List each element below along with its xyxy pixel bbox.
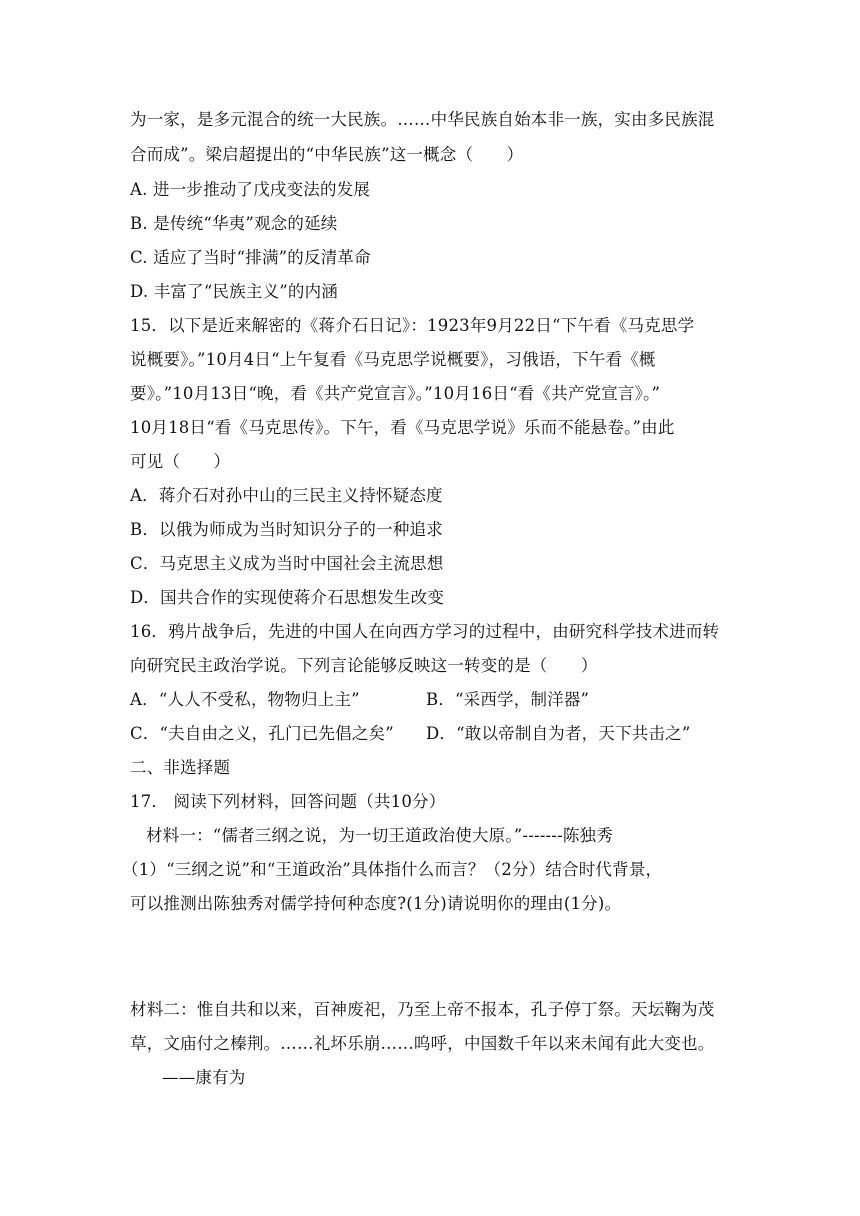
q15-stem-line-4: 10月18日“看《马克思传》。下午，看《马克思学说》乐而不能悬卷。”由此: [130, 418, 675, 437]
q16-options-row-1: [130, 690, 740, 710]
q16-option-a: A．“人人不受私，物物归上主”: [130, 690, 360, 709]
q17-material-1: 材料一：“儒者三纲之说，为一切王道政治使大原。”-------陈独秀: [146, 826, 613, 845]
q15-stem-line-3: 要》。”10月13日“晚，看《共产党宣言》。”10月16日“看《共产党宣言》。”: [130, 384, 661, 403]
q14-option-d: D. 丰富了“民族主义”的内涵: [130, 282, 339, 301]
q17-material-2-source: ——康有为: [162, 1068, 246, 1087]
q14-stem-line-1: 为一家，是多元混合的统一大民族。……中华民族自始本非一族，实由多民族混: [130, 110, 715, 129]
q14-option-b: B. 是传统“华夷”观念的延续: [130, 214, 338, 233]
q15-option-d: D．国共合作的实现使蒋介石思想发生改变: [130, 588, 445, 607]
q14-option-a: A. 进一步推动了戊戌变法的发展: [130, 180, 371, 199]
q14-option-c: C. 适应了当时“排满”的反清革命: [130, 248, 371, 267]
q15-option-a: A．蒋介石对孙中山的三民主义持怀疑态度: [130, 486, 443, 505]
q15-option-b: B．以俄为师成为当时知识分子的一种追求: [130, 520, 443, 539]
q15-stem-line-1: 15．以下是近来解密的《蒋介石日记》：1923年9月22日“下午看《马克思学: [130, 316, 695, 335]
q16-option-d: D．“敢以帝制自为者，天下共击之”: [426, 724, 691, 743]
section-heading: 二、非选择题: [130, 758, 231, 777]
q16-option-c: C．“夫自由之义，孔门已先倡之矣”: [130, 724, 394, 743]
q17-question-1-line-1: （1）“三纲之说”和“王道政治”具体指什么而言？（2分）结合时代背景，: [122, 860, 663, 879]
q15-stem-line-2: 说概要》。”10月4日“上午复看《马克思学说概要》，习俄语，下午看《概: [130, 350, 656, 369]
q17-material-2-line-1: 材料二：惟自共和以来，百神废祀，乃至上帝不报本，孔子停丁祭。天坛鞠为茂: [130, 1000, 715, 1019]
q17-title: 17． 阅读下列材料，回答问题（共10分）: [130, 792, 446, 811]
q17-question-1-line-2: 可以推测出陈独秀对儒学持何种态度?(1分)请说明你的理由(1分)。: [130, 894, 622, 913]
q16-option-b: B．“采西学，制洋器”: [426, 690, 590, 709]
q15-stem-line-5: 可见（ ）: [130, 452, 231, 471]
q16-stem-line-1: 16．鸦片战争后，先进的中国人在向西方学习的过程中，由研究科学技术进而转: [130, 622, 720, 641]
q16-options-row-2: [130, 724, 740, 744]
q16-stem-line-2: 向研究民主政治学说。下列言论能够反映这一转变的是（ ）: [130, 656, 598, 675]
q15-option-c: C．马克思主义成为当时中国社会主流思想: [130, 554, 444, 573]
q14-stem-line-2: 合而成”。梁启超提出的“中华民族”这一概念（ ）: [130, 145, 524, 164]
q17-material-2-line-2: 草，文庙付之榛荆。……礼坏乐崩……呜呼，中国数千年以来未闻有此大变也。: [130, 1034, 715, 1053]
